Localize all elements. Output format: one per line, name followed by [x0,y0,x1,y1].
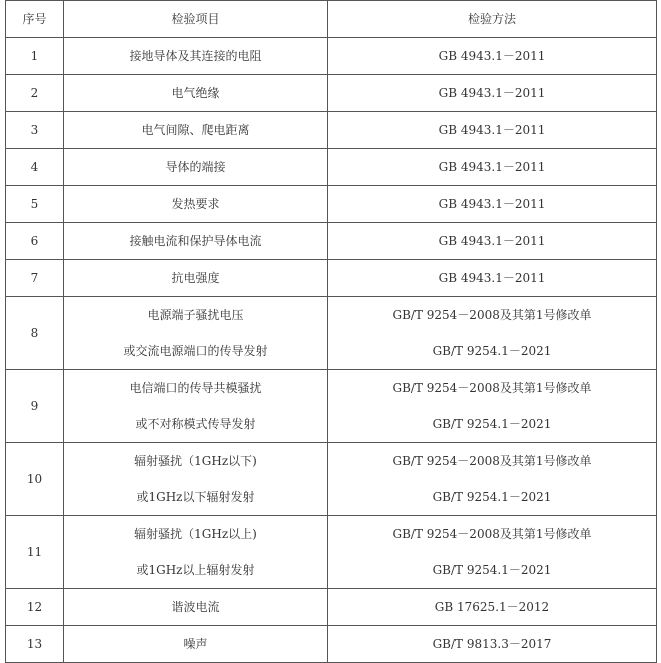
table-row [6,626,657,663]
inspection-method-cell [328,223,657,260]
inspection-method-cell [328,75,657,112]
row-number: 13 [6,626,64,663]
inspection-method-cell [328,260,657,297]
inspection-method: GB 4943.1－2011 [438,270,546,285]
row-number: 7 [6,260,64,297]
inspection-method: GB/T 9254－2008及其第1号修改单 [392,380,592,395]
inspection-method: GB 4943.1－2011 [438,85,546,100]
inspection-method: GB 4943.1－2011 [438,159,546,174]
inspection-item: 谐波电流 [171,599,220,614]
row-number: 3 [6,112,64,149]
row-number: 8 [6,297,64,370]
inspection-method-cell [328,112,657,149]
inspection-item: 或不对称模式传导发射 [135,416,256,431]
inspection-item-cell [64,516,328,589]
inspection-item: 发热要求 [171,196,220,211]
row-number: 1 [6,38,64,75]
inspection-item: 接触电流和保护导体电流 [129,233,262,248]
table-row [6,149,657,186]
inspection-method: GB/T 9254－2008及其第1号修改单 [392,453,592,468]
row-number: 5 [6,186,64,223]
table-row [6,223,657,260]
inspection-item: 噪声 [183,636,208,651]
table-row [6,516,657,589]
table-row [6,260,657,297]
inspection-item-cell [64,38,328,75]
inspection-item: 导体的端接 [165,159,226,174]
table-row [6,370,657,443]
inspection-method: GB/T 9254－2008及其第1号修改单 [392,307,592,322]
inspection-method-cell [328,443,657,516]
inspection-method: GB 4943.1－2011 [438,122,546,137]
table-row [6,589,657,626]
inspection-item: 电源端子骚扰电压 [147,307,244,322]
inspection-item: 或交流电源端口的传导发射 [123,343,268,358]
inspection-method: GB/T 9254.1－2021 [432,562,552,577]
row-number: 11 [6,516,64,589]
inspection-item-cell [64,370,328,443]
table-row [6,75,657,112]
inspection-item-cell [64,223,328,260]
header-row [6,1,657,38]
inspection-item-cell [64,186,328,223]
inspection-item-cell [64,297,328,370]
header-no: 序号 [6,1,64,38]
inspection-item-cell [64,443,328,516]
inspection-method: GB/T 9254.1－2021 [432,343,552,358]
inspection-method-cell [328,297,657,370]
inspection-item: 辐射骚扰（1GHz以上) [134,526,257,541]
inspection-item-cell [64,626,328,663]
inspection-item-cell [64,589,328,626]
inspection-method-cell [328,149,657,186]
inspection-item: 电信端口的传导共模骚扰 [129,380,262,395]
inspection-table [5,0,657,663]
table-row [6,186,657,223]
inspection-item: 辐射骚扰（1GHz以下) [134,453,257,468]
inspection-item-cell [64,75,328,112]
inspection-item: 接地导体及其连接的电阻 [129,48,262,63]
inspection-method: GB 4943.1－2011 [438,48,546,63]
inspection-item-cell [64,149,328,186]
row-number: 4 [6,149,64,186]
row-number: 2 [6,75,64,112]
table-row [6,297,657,370]
inspection-method-cell [328,186,657,223]
table-row [6,38,657,75]
inspection-item: 电气绝缘 [171,85,220,100]
inspection-method-cell [328,370,657,443]
row-number: 9 [6,370,64,443]
row-number: 12 [6,589,64,626]
header-item: 检验项目 [64,1,328,38]
inspection-method: GB 4943.1－2011 [438,233,546,248]
table-row [6,443,657,516]
inspection-item-cell [64,112,328,149]
header-method: 检验方法 [328,1,657,38]
table-body [6,38,657,663]
inspection-method: GB/T 9254.1－2021 [432,416,552,431]
row-number: 10 [6,443,64,516]
inspection-method: GB/T 9813.3－2017 [432,636,552,651]
inspection-method: GB 17625.1－2012 [434,599,550,614]
inspection-method-cell [328,516,657,589]
inspection-method: GB/T 9254.1－2021 [432,489,552,504]
inspection-method-cell [328,38,657,75]
inspection-item-cell [64,260,328,297]
inspection-item: 电气间隙、爬电距离 [141,122,250,137]
table-header [6,1,657,38]
inspection-method: GB 4943.1－2011 [438,196,546,211]
inspection-item: 或1GHz以下辐射发射 [136,489,255,504]
inspection-item: 抗电强度 [171,270,220,285]
inspection-method-cell [328,589,657,626]
table-row [6,112,657,149]
inspection-item: 或1GHz以上辐射发射 [136,562,255,577]
row-number: 6 [6,223,64,260]
inspection-method-cell [328,626,657,663]
inspection-method: GB/T 9254－2008及其第1号修改单 [392,526,592,541]
